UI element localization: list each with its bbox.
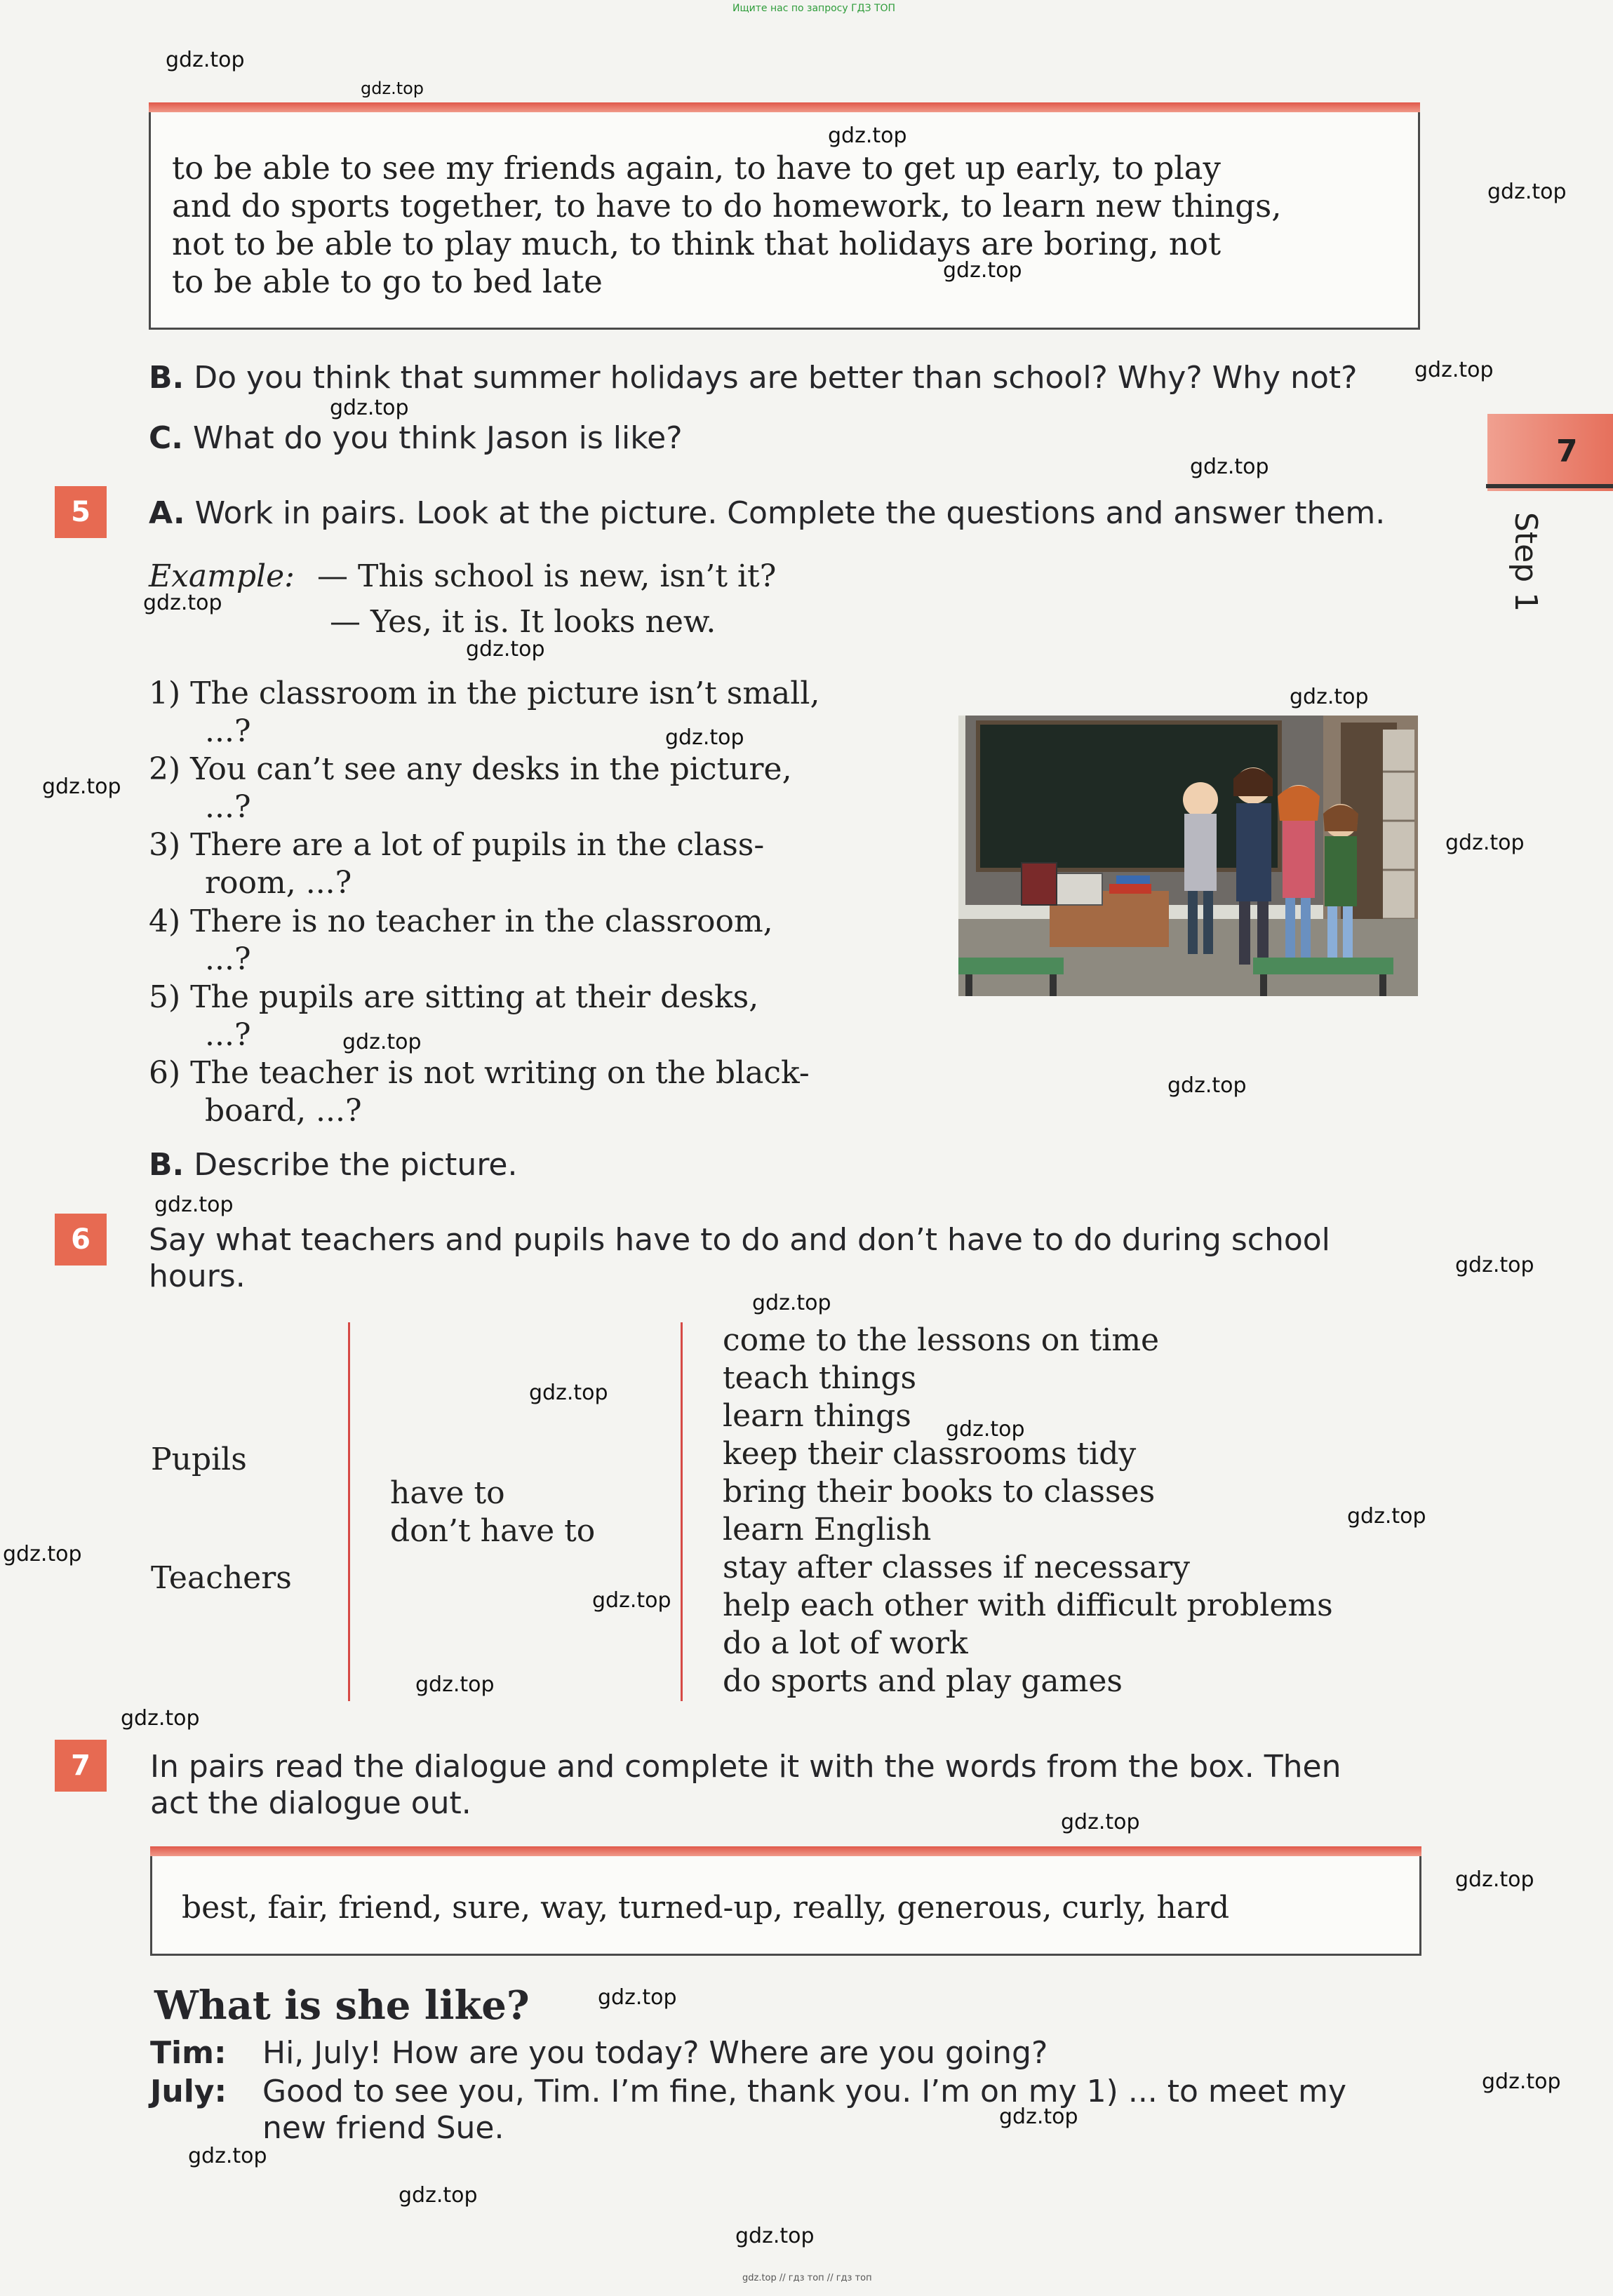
ex6-instruction-1: Say what teachers and pupils have to do and don’t have to do during school bbox=[149, 1222, 1330, 1258]
backpack-icon bbox=[1022, 863, 1057, 905]
classroom-picture bbox=[958, 716, 1418, 996]
ex5-item-2-cont: ...? bbox=[205, 789, 251, 825]
watermark: gdz.top bbox=[598, 1985, 677, 2010]
ex5-example-answer: — Yes, it is. It looks new. bbox=[330, 604, 716, 640]
ex5-item-num: 5) bbox=[149, 979, 181, 1015]
header-link[interactable]: Ищите нас по запросу ГДЗ ТОП bbox=[732, 3, 896, 14]
watermark: gdz.top bbox=[466, 637, 545, 662]
activity-1: come to the lessons on time bbox=[723, 1322, 1160, 1358]
ex5-item-1 bbox=[149, 675, 819, 713]
ex5-a-letter: A. bbox=[149, 495, 185, 531]
watermark: gdz.top bbox=[361, 79, 424, 98]
activity-5: bring their books to classes bbox=[723, 1474, 1156, 1510]
ex4-b bbox=[149, 359, 1358, 397]
phrase-line-1: to be able to see my friends again, to have to get up early, to play bbox=[172, 149, 1221, 187]
watermark: gdz.top bbox=[188, 2144, 267, 2168]
watermark: gdz.top bbox=[1061, 1810, 1140, 1834]
ex5-item-text: The classroom in the picture isn’t small, bbox=[190, 676, 820, 711]
dialogue-text-july-1: Good to see you, Tim. I’m fine, thank you. I’m on my 1) ... to meet my bbox=[262, 2074, 1347, 2109]
phrase-box-band bbox=[149, 102, 1420, 112]
watermark: gdz.top bbox=[330, 396, 409, 420]
ex5-item-4 bbox=[149, 903, 773, 941]
watermark: gdz.top bbox=[665, 725, 744, 750]
ex7-instruction-2: act the dialogue out. bbox=[150, 1785, 471, 1821]
ex5-item-4-cont: ...? bbox=[205, 941, 251, 977]
watermark: gdz.top bbox=[1190, 455, 1269, 479]
ex5-example-label: Example: bbox=[149, 558, 295, 594]
verb-have-to: have to bbox=[390, 1475, 505, 1511]
ex6-badge: 6 bbox=[55, 1214, 107, 1266]
ex4-b-text: Do you think that summer holidays are better than school? Why? Why not? bbox=[194, 360, 1358, 396]
ex5-item-text: There is no teacher in the classroom, bbox=[190, 904, 773, 939]
dialogue-heading: What is she like? bbox=[154, 1982, 530, 2029]
ex4-b-letter: B. bbox=[149, 360, 185, 396]
ex4-c-text: What do you think Jason is like? bbox=[193, 420, 683, 456]
ex5-item-6-cont: board, ...? bbox=[205, 1093, 362, 1129]
watermark: gdz.top bbox=[143, 591, 222, 615]
watermark: gdz.top bbox=[735, 2224, 815, 2248]
ex5-item-text: You can’t see any desks in the picture, bbox=[190, 751, 792, 787]
word-box bbox=[150, 1846, 1421, 1956]
ex5-example-q bbox=[149, 558, 776, 596]
ex5-b-text: Describe the picture. bbox=[194, 1147, 518, 1183]
ex5-item-2 bbox=[149, 751, 792, 788]
watermark: gdz.top bbox=[1445, 831, 1525, 855]
ex5-item-num: 3) bbox=[149, 827, 181, 863]
ex5-item-num: 1) bbox=[149, 676, 181, 711]
watermark: gdz.top bbox=[1455, 1253, 1534, 1277]
activity-8: help each other with difficult problems bbox=[723, 1587, 1333, 1623]
speaker-tim: Tim: bbox=[150, 2035, 227, 2071]
footer-link[interactable]: gdz.top // гдз топ // гдз топ bbox=[742, 2273, 872, 2283]
phrase-line-3: not to be able to play much, to think that holidays are boring, not bbox=[172, 225, 1222, 262]
activity-9: do a lot of work bbox=[723, 1625, 968, 1661]
side-tab-label: Step 1 bbox=[1508, 512, 1544, 612]
watermark: gdz.top bbox=[1487, 180, 1567, 204]
ex5-a-text: Work in pairs. Look at the picture. Complete the questions and answer them. bbox=[194, 495, 1386, 531]
ex5-item-text: The pupils are sitting at their desks, bbox=[190, 979, 759, 1015]
watermark: gdz.top bbox=[529, 1381, 608, 1405]
watermark: gdz.top bbox=[154, 1193, 234, 1217]
computer-icon bbox=[1057, 873, 1102, 905]
pupil-desk bbox=[958, 958, 1064, 974]
ex4-c bbox=[149, 419, 683, 457]
watermark: gdz.top bbox=[166, 48, 245, 72]
ex5-item-num: 4) bbox=[149, 904, 181, 939]
word-box-band bbox=[150, 1846, 1421, 1856]
dialogue-line-july bbox=[150, 2073, 227, 2111]
watermark: gdz.top bbox=[415, 1672, 495, 1697]
side-tab-number: 7 bbox=[1556, 434, 1578, 469]
ex7-instruction-1: In pairs read the dialogue and complete it with the words from the box. Then bbox=[150, 1749, 1341, 1785]
ex4-c-letter: C. bbox=[149, 420, 184, 456]
ex5-item-3-cont: room, ...? bbox=[205, 865, 352, 901]
subject-pupils: Pupils bbox=[151, 1442, 247, 1477]
ex7-badge: 7 bbox=[55, 1740, 107, 1792]
watermark: gdz.top bbox=[42, 774, 121, 799]
subject-teachers: Teachers bbox=[151, 1560, 292, 1596]
ex5-a bbox=[149, 495, 1385, 532]
dialogue-text-tim: Hi, July! How are you today? Where are you going? bbox=[262, 2035, 1048, 2071]
side-tab-divider bbox=[1486, 484, 1613, 488]
watermark: gdz.top bbox=[399, 2183, 478, 2208]
watermark: gdz.top bbox=[592, 1588, 671, 1613]
watermark: gdz.top bbox=[1414, 358, 1494, 382]
watermark: gdz.top bbox=[1482, 2069, 1561, 2094]
watermark: gdz.top bbox=[1290, 685, 1369, 709]
watermark: gdz.top bbox=[1455, 1867, 1534, 1892]
ex5-b bbox=[149, 1146, 518, 1184]
side-tab bbox=[1487, 414, 1613, 491]
ex6-instruction-2: hours. bbox=[149, 1258, 246, 1294]
ex5-example-question: — This school is new, isn’t it? bbox=[317, 558, 777, 594]
watermark: gdz.top bbox=[121, 1706, 200, 1731]
ex5-badge: 5 bbox=[55, 486, 107, 538]
ex5-item-5 bbox=[149, 979, 758, 1016]
activity-6: learn English bbox=[723, 1512, 932, 1548]
ex5-item-1-cont: ...? bbox=[205, 713, 251, 749]
dialogue-line-tim bbox=[150, 2034, 227, 2072]
pupil-desk bbox=[1253, 958, 1393, 974]
watermark: gdz.top bbox=[1167, 1073, 1247, 1098]
watermark: gdz.top bbox=[999, 2104, 1078, 2129]
verb-dont-have-to: don’t have to bbox=[390, 1513, 596, 1549]
ex5-b-letter: B. bbox=[149, 1147, 185, 1183]
word-list: best, fair, friend, sure, way, turned-up, really, generous, curly, hard bbox=[182, 1890, 1230, 1926]
ex5-item-num: 6) bbox=[149, 1055, 181, 1091]
table-rule-2 bbox=[681, 1322, 683, 1701]
ex5-item-5-cont: ...? bbox=[205, 1017, 251, 1053]
ex5-item-3 bbox=[149, 826, 764, 864]
activity-2: teach things bbox=[723, 1360, 917, 1396]
ex5-item-6 bbox=[149, 1054, 810, 1092]
ex5-item-num: 2) bbox=[149, 751, 181, 787]
dialogue-text-july-2: new friend Sue. bbox=[262, 2110, 504, 2146]
activity-3: learn things bbox=[723, 1398, 911, 1434]
watermark: gdz.top bbox=[3, 1542, 82, 1566]
ex5-item-text: The teacher is not writing on the black- bbox=[190, 1055, 810, 1091]
watermark: gdz.top bbox=[946, 1417, 1025, 1442]
watermark: gdz.top bbox=[943, 258, 1022, 283]
watermark: gdz.top bbox=[752, 1291, 831, 1315]
table-rule-1 bbox=[348, 1322, 350, 1701]
watermark: gdz.top bbox=[1347, 1504, 1426, 1529]
phrase-box bbox=[149, 102, 1420, 330]
phrase-line-4: to be able to go to bed late bbox=[172, 263, 603, 300]
ex5-item-text: There are a lot of pupils in the class- bbox=[190, 827, 765, 863]
speaker-july: July: bbox=[150, 2074, 227, 2109]
watermark: gdz.top bbox=[342, 1030, 422, 1054]
phrase-line-2: and do sports together, to have to do homework, to learn new things, bbox=[172, 187, 1282, 224]
watermark: gdz.top bbox=[828, 123, 907, 148]
activity-4: keep their classrooms tidy bbox=[723, 1436, 1137, 1472]
activity-7: stay after classes if necessary bbox=[723, 1550, 1190, 1585]
activity-10: do sports and play games bbox=[723, 1663, 1123, 1699]
